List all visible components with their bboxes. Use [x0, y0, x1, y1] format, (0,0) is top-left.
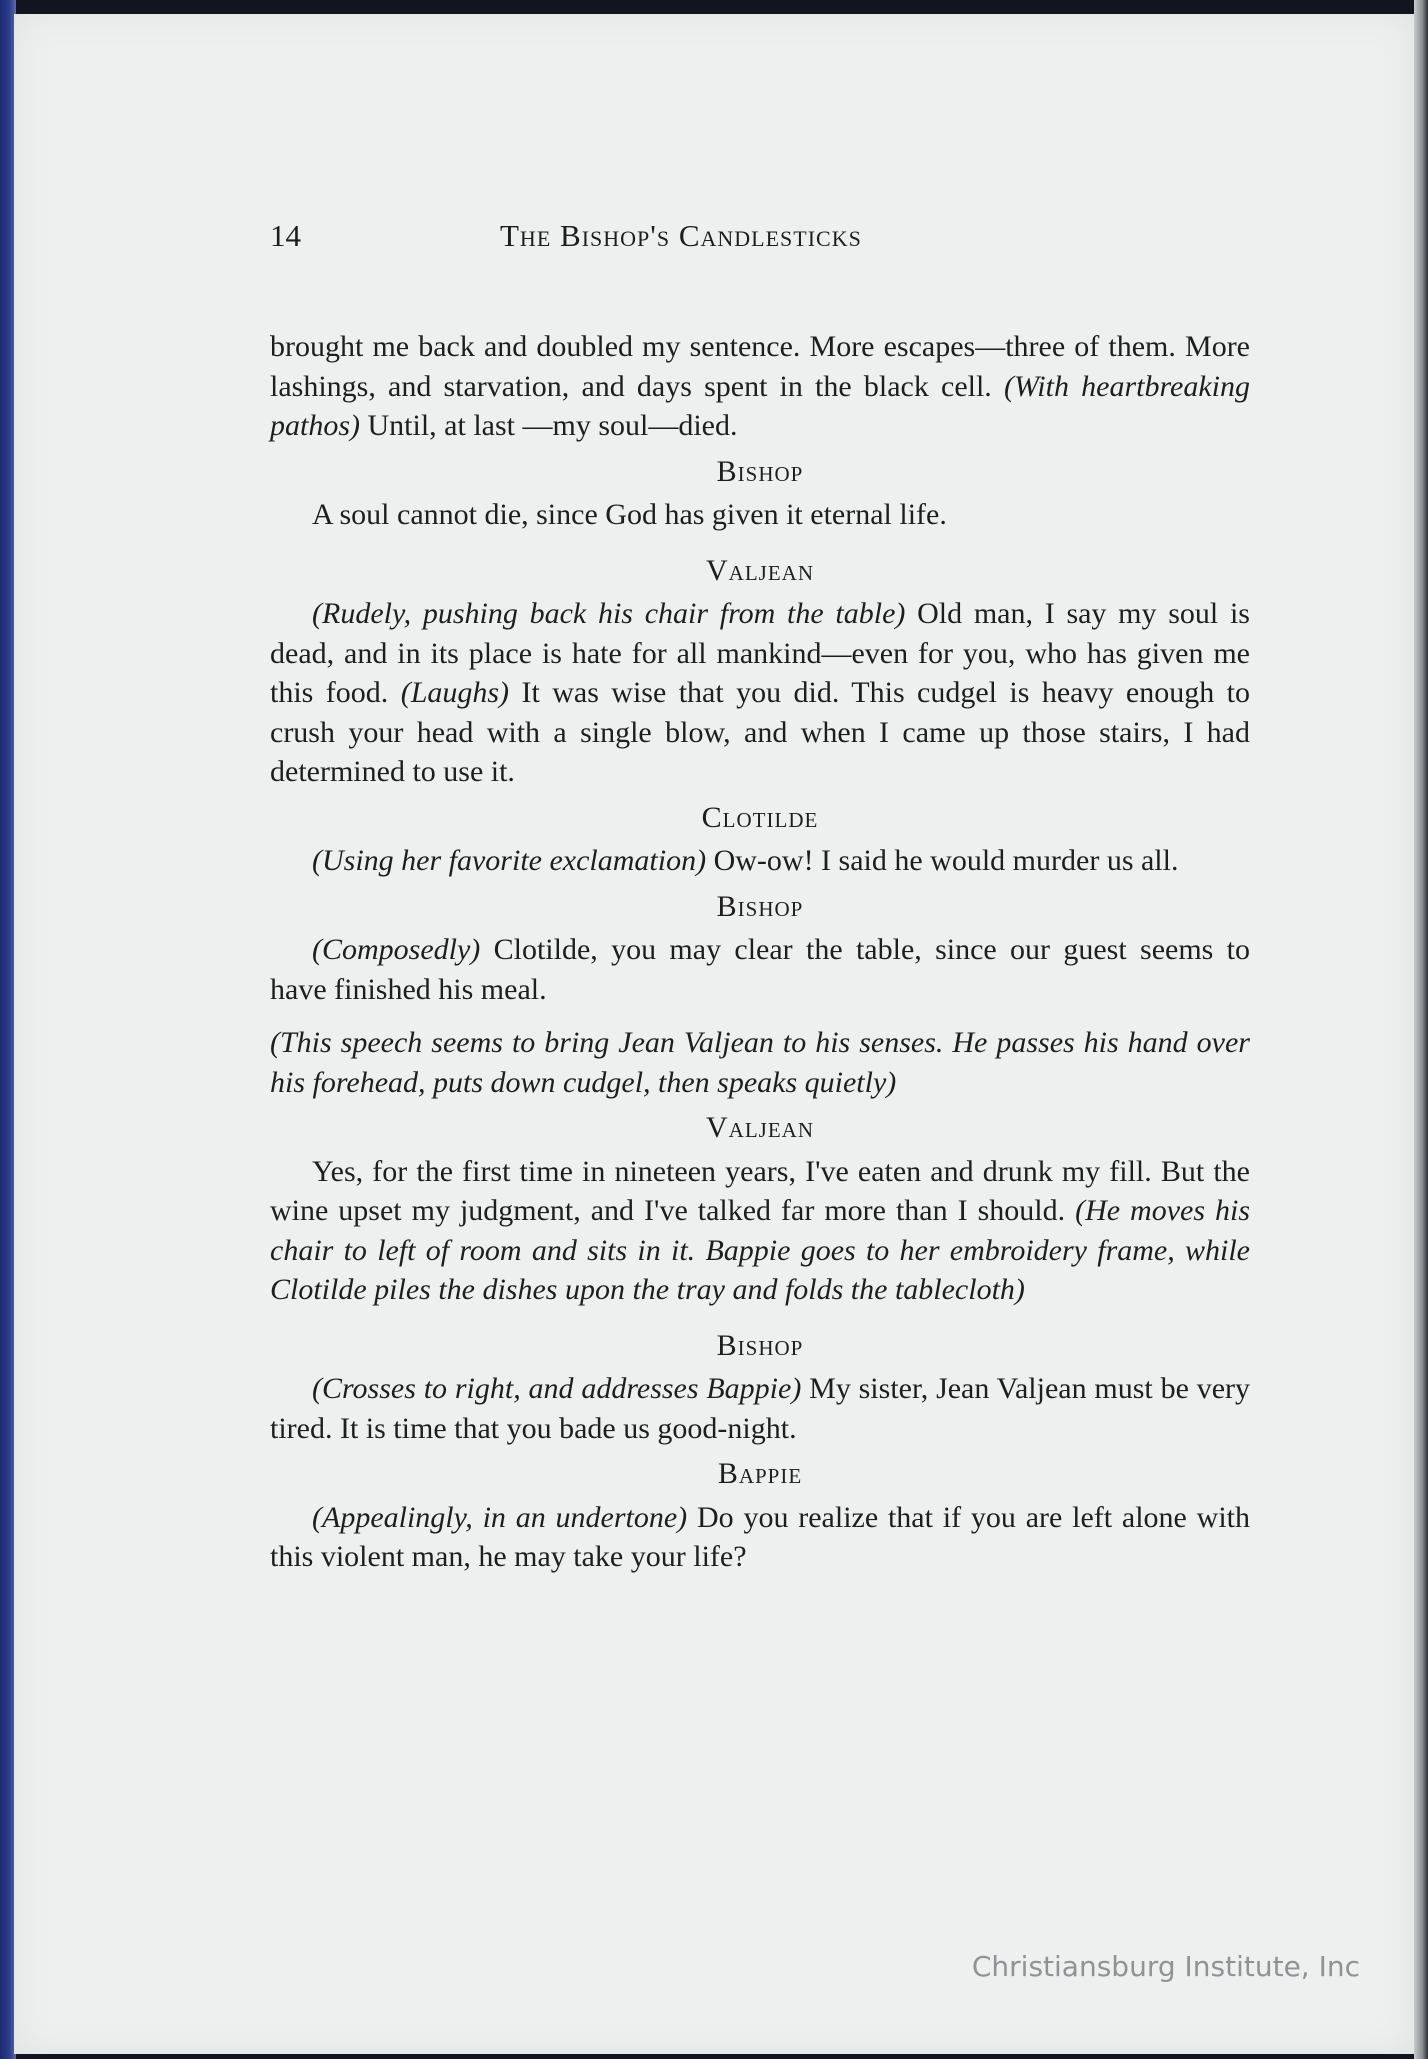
paragraph: [270, 1152, 1250, 1310]
watermark: Christiansburg Institute, Inc: [971, 1950, 1360, 1983]
running-title: The Bishop's Candlesticks: [500, 218, 862, 253]
stage-direction: (Crosses to right, and addresses Bappie): [312, 1372, 802, 1405]
text-run: Until, at last —my soul—died.: [360, 409, 738, 442]
stage-direction: (Using her favorite exclamation): [312, 844, 707, 877]
text-run: It was wise that you did. This cudgel is heavy enough to crush your head with a single blow, and when I came up those stairs, I had determined to use it.: [270, 676, 1251, 788]
paragraph: [270, 1498, 1250, 1577]
text-run: Do you realize that if you are left alone with this violent man, he may take your life?: [270, 1500, 1250, 1573]
text-run: Clotilde, you may clear the table, since our guest seems to have finished his meal.: [270, 933, 1250, 1006]
paragraph: [270, 841, 1250, 881]
paragraph: [270, 930, 1250, 1009]
speaker-name: Bishop: [716, 1328, 804, 1362]
page-edge: [1414, 0, 1428, 2059]
stage-direction: (He moves his chair to left of room and sits in it. Bappie goes to her embroidery frame, while Clotilde piles the dishes upon the tray and folds the tablecloth): [270, 1194, 1251, 1306]
stage-direction: (With heartbreaking pathos): [270, 369, 1250, 442]
play-text: [270, 327, 1250, 1577]
text-run: Ow-ow! I said he would murder us all.: [706, 844, 1179, 877]
paragraph: [270, 1369, 1250, 1448]
speaker-name: Clotilde: [701, 800, 819, 834]
stage-direction: (Composedly): [312, 933, 481, 966]
paragraph: A soul cannot die, since God has given it eternal life.: [312, 498, 947, 531]
speaker-name: Bappie: [717, 1457, 803, 1490]
speaker-name: Valjean: [706, 553, 814, 587]
stage-direction-block: (This speech seems to bring Jean Valjean to his senses. He passes his hand over his forehead, puts down cudgel, then speaks quietly): [270, 1026, 1250, 1099]
text-run: Yes, for the first time in nineteen years, I've eaten and drunk my fill. But the wine upset my judgment, and I've talked far more than I should.: [270, 1154, 1250, 1227]
speaker-name: Bishop: [716, 454, 804, 488]
page-header: [270, 218, 1250, 262]
paragraph: [270, 327, 1250, 446]
stage-direction: (Laughs): [400, 676, 510, 709]
stage-direction: (Appealingly, in an undertone): [312, 1500, 688, 1534]
page-number: 14: [270, 218, 301, 253]
speaker-name: Bishop: [716, 889, 804, 923]
stage-direction: (Rudely, pushing back his chair from the table): [312, 597, 906, 630]
text-run: brought me back and doubled my sentence. More escapes—three of them. More lashings, and starvation, and days spent in the black cell.: [270, 330, 1250, 403]
text-run: Old man, I say my soul is dead, and in its place is hate for all mankind—even for you, who has given me this food.: [270, 597, 1250, 709]
paragraph: [270, 594, 1250, 792]
text-run: My sister, Jean Valjean must be very tired. It is time that you bade us good-night.: [270, 1372, 1250, 1445]
speaker-name: Valjean: [706, 1111, 814, 1144]
